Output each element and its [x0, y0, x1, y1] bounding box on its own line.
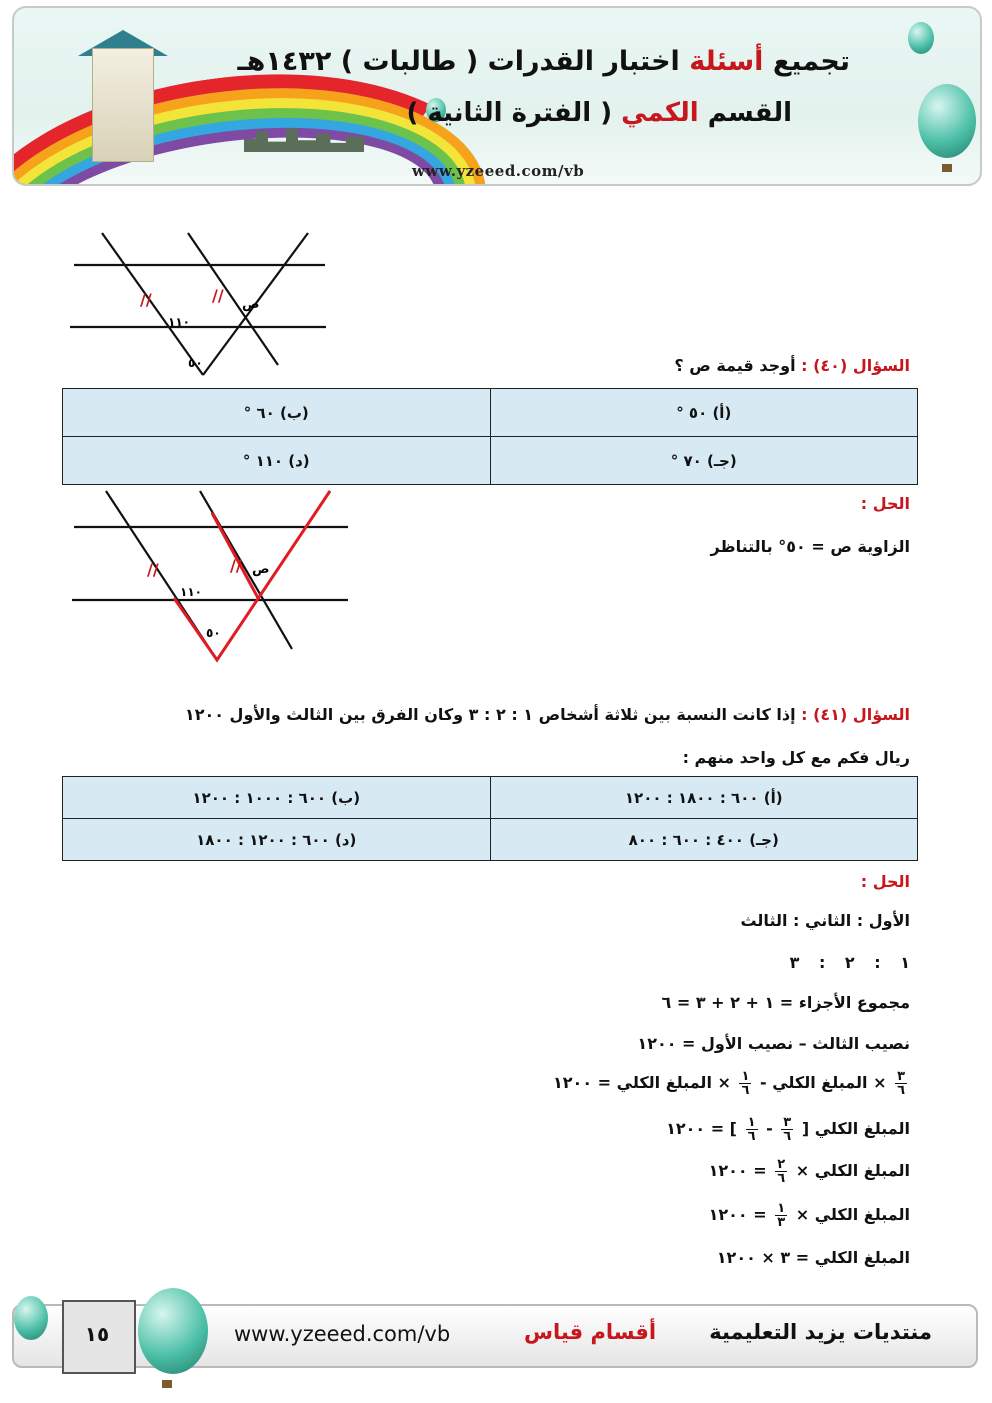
angle-variable: ص	[252, 562, 270, 577]
angle-label-50: ٥٠	[206, 626, 221, 640]
q41-step-3: مجموع الأجزاء = ١ + ٢ + ٣ = ٦	[661, 993, 910, 1012]
q41-step-5: $\frac{٣}{٦}$ × المبلغ الكلي - $\frac{١}{٦}$ × المبلغ الكلي = ١٢٠٠	[553, 1069, 905, 1098]
q41-option-b[interactable]: (ب) ٦٠٠ : ١٠٠٠ : ١٢٠٠	[63, 777, 491, 819]
fraction-1-6: $\frac{١}{٦}$	[747, 1115, 756, 1144]
q41-step-9: المبلغ الكلي = ٣ × ١٢٠٠	[716, 1248, 910, 1267]
q40-options-table	[62, 388, 918, 485]
transversal-middle	[188, 233, 278, 365]
q41-option-c[interactable]: (جـ) ٤٠٠ : ٦٠٠ : ٨٠٠	[490, 819, 918, 861]
header-banner	[12, 6, 982, 186]
q41-question-line1: السؤال (٤١) : إذا كانت النسبة بين ثلاثة أشخاص ١ : ٢ : ٣ وكان الفرق بين الثالث والأول ١٢٠٠	[184, 705, 910, 724]
tick-mark-left: //	[140, 290, 152, 309]
q40-solution-figure	[62, 485, 357, 665]
balloon-icon	[918, 84, 976, 158]
balloon-basket-icon	[942, 164, 952, 172]
q41-question-line2: ريال فكم مع كل واحد منهم :	[682, 748, 910, 767]
q40-solution-line: الزاوية ص = ٥٠° بالتناظر	[710, 537, 910, 556]
q41-step-1: الأول : الثاني : الثالث	[740, 911, 910, 930]
footer-url[interactable]: www.yzeeed.com/vb	[234, 1322, 451, 1346]
footer-small-balloon-icon	[14, 1296, 48, 1340]
footer-forum-name: منتديات يزيد التعليمية	[709, 1320, 932, 1344]
q41-option-a[interactable]: (أ) ٦٠٠ : ١٨٠٠ : ١٢٠٠	[490, 777, 918, 819]
q40-question: السؤال (٤٠) : أوجد قيمة ص ؟	[674, 356, 910, 375]
q40-option-a[interactable]: (أ) ٥٠ °	[490, 389, 918, 437]
q40-solution-label: الحل :	[860, 494, 910, 513]
q41-solution-label: الحل :	[860, 872, 910, 891]
q41-step-8: المبلغ الكلي × $\frac{١}{٣}$ = ١٢٠٠	[708, 1201, 910, 1230]
header-title: تجميع أسئلة اختبار القدرات ( طالبات ) ١٤٣٢هـ	[237, 46, 850, 77]
header-url[interactable]: www.yzeeed.com/vb	[412, 162, 585, 180]
transversal-left	[102, 233, 203, 375]
tick-mark-middle: //	[212, 286, 224, 305]
q40-option-d[interactable]: (د) ١١٠ °	[63, 437, 491, 485]
q41-step-2: ١ : ٢ : ٣	[789, 953, 910, 972]
q40-option-b[interactable]: (ب) ٦٠ °	[63, 389, 491, 437]
tower-decoration	[92, 48, 154, 162]
tick-mark-left: //	[147, 560, 159, 579]
angle-label-50: ٥٠	[188, 356, 203, 370]
angle-label-110: ١١٠	[168, 315, 190, 329]
q40-figure	[60, 225, 340, 385]
q41-step-6: المبلغ الكلي [ $\frac{٣}{٦}$ - $\frac{١}{٦}$ ] = ١٢٠٠	[666, 1115, 910, 1144]
fraction-3-6: $\frac{٣}{٦}$	[783, 1115, 792, 1144]
fraction-1-6: $\frac{١}{٦}$	[741, 1069, 750, 1098]
small-balloon-icon	[908, 22, 934, 54]
tick-mark-middle: //	[230, 556, 242, 575]
q40-option-c[interactable]: (جـ) ٧٠ °	[490, 437, 918, 485]
angle-variable: ص	[242, 297, 260, 312]
footer-balloon-basket-icon	[162, 1380, 172, 1388]
fraction-1-3: $\frac{١}{٣}$	[777, 1201, 786, 1230]
page-number: ١٥	[84, 1322, 110, 1346]
angle-label-110: ١١٠	[180, 585, 202, 599]
q41-options-table	[62, 776, 918, 861]
q41-option-d[interactable]: (د) ٦٠٠ : ١٢٠٠ : ١٨٠٠	[63, 819, 491, 861]
footer-section: أقسام قياس	[524, 1320, 657, 1344]
fraction-3-6: $\frac{٣}{٦}$	[897, 1069, 905, 1098]
header-subtitle: القسم الكمي ( الفترة الثانية )	[406, 98, 792, 128]
footer-balloon-icon	[138, 1288, 208, 1374]
q41-step-7: المبلغ الكلي × $\frac{٢}{٦}$ = ١٢٠٠	[708, 1157, 910, 1186]
q41-step-4: نصيب الثالث – نصيب الأول = ١٢٠٠	[637, 1034, 910, 1053]
fraction-2-6: $\frac{٢}{٦}$	[777, 1157, 786, 1186]
